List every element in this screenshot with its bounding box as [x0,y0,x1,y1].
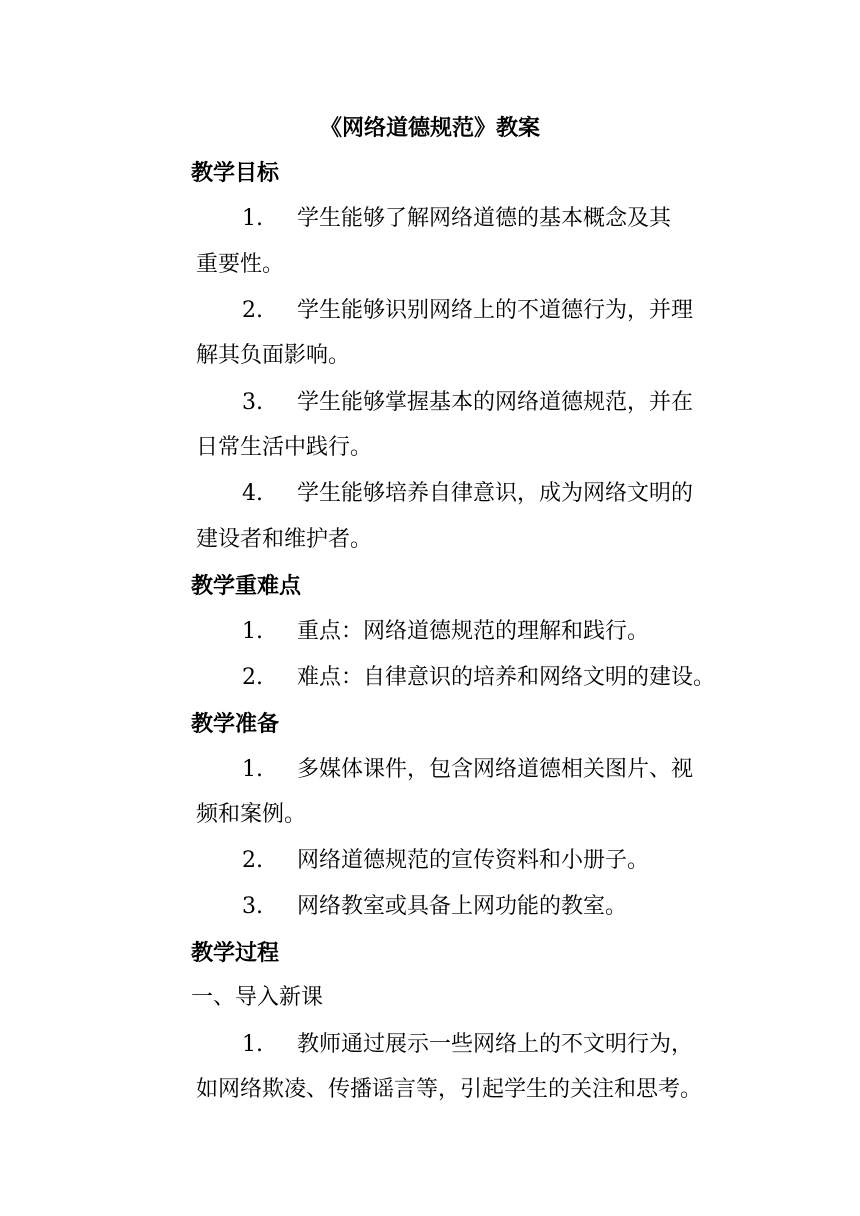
section-heading-key-points: 教学重难点 [191,573,302,599]
list-item-text-continued: 重要性。 [196,252,285,277]
list-item-text-continued: 日常生活中践行。 [196,435,373,460]
list-item-text: 学生能够识别网络上的不道德行为，并理 [297,298,694,323]
list-item-number: 2. [242,298,263,323]
list-item-number: 3. [242,894,263,919]
section-heading-objectives: 教学目标 [191,160,280,186]
list-item-text: 教师通过展示一些网络上的不文明行为， [297,1032,694,1057]
list-item-text-continued: 解其负面影响。 [196,343,351,368]
list-item-number: 2. [242,848,263,873]
list-item-number: 1. [242,757,263,782]
list-item-number: 2. [242,665,263,690]
section-heading-process: 教学过程 [191,940,280,966]
list-item-number: 3. [242,390,263,415]
list-item-text: 学生能够培养自律意识，成为网络文明的 [297,481,694,506]
list-item-number: 4. [242,481,263,506]
list-item-text: 网络教室或具备上网功能的教室。 [297,894,628,919]
list-item-text: 难点：自律意识的培养和网络文明的建设。 [297,665,716,690]
list-item-text: 学生能够了解网络道德的基本概念及其 [297,206,672,231]
list-item-text-continued: 建设者和维护者。 [196,527,373,552]
list-item-text: 重点：网络道德规范的理解和践行。 [297,619,650,644]
section-heading-preparation: 教学准备 [191,711,280,737]
list-item-number: 1. [242,206,263,231]
list-item-text: 多媒体课件，包含网络道德相关图片、视 [297,757,694,782]
list-item-number: 1. [242,1032,263,1057]
list-item-number: 1. [242,619,263,644]
subsection-heading: 一、导入新课 [191,985,324,1010]
document-title: 《网络道德规范》教案 [319,115,540,141]
list-item-text: 学生能够掌握基本的网络道德规范，并在 [297,390,694,415]
list-item-text: 网络道德规范的宣传资料和小册子。 [297,848,650,873]
list-item-text-continued: 如网络欺凌、传播谣言等，引起学生的关注和思考。 [196,1077,703,1102]
list-item-text-continued: 频和案例。 [196,802,307,827]
